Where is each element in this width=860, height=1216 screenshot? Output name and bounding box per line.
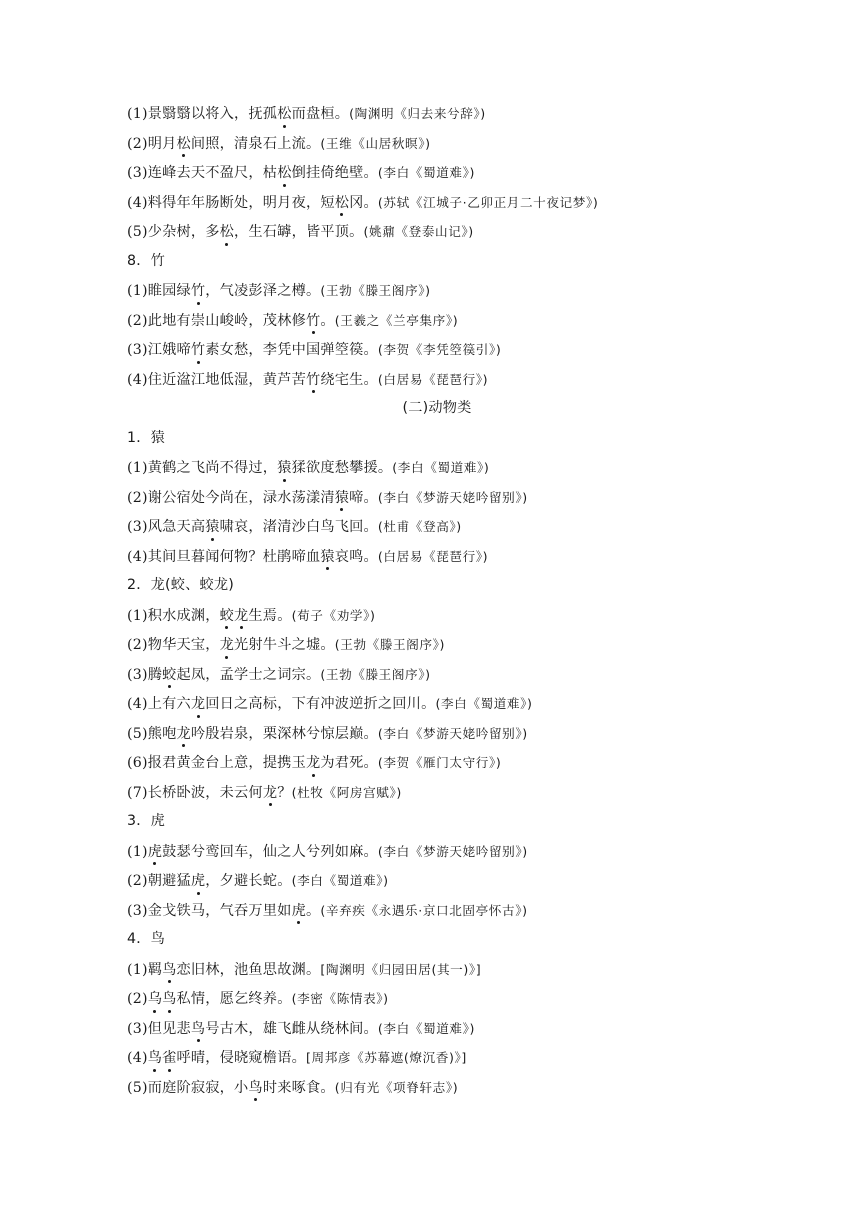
quote-line <box>127 365 767 395</box>
emphasized-keyword <box>320 549 334 565</box>
quote-text-after: 倒挂倚绝壁。 <box>291 165 378 181</box>
section-heading: 8．竹 <box>127 252 166 269</box>
poetry-list <box>127 99 767 1102</box>
emphasis-dot-char: 虎 <box>191 867 205 897</box>
quote-line <box>127 660 767 690</box>
quote-source: (李白《蜀道难》) <box>377 165 475 180</box>
emphasized-keyword <box>306 755 320 771</box>
quote-text-after: 吟殷岩泉，栗深林兮惊层巅。 <box>190 725 378 742</box>
quote-line <box>127 512 767 542</box>
quote-line <box>127 158 767 188</box>
quote-line <box>127 129 767 159</box>
emphasis-dot-char: 松 <box>176 130 190 160</box>
quote-text-before: (3)连峰去天不盈尺，枯 <box>127 165 278 181</box>
quote-text-after: 私情，愿乞终养。 <box>176 991 292 1007</box>
emphasis-dot-char: 龙 <box>176 720 190 750</box>
emphasized-keyword <box>148 1050 177 1066</box>
emphasis-dot-char: 龙 <box>263 779 277 809</box>
quote-line <box>127 188 767 218</box>
quote-text-after: 时来啄食。 <box>262 1079 335 1096</box>
emphasized-keyword <box>162 667 176 683</box>
quote-line <box>127 601 767 631</box>
quote-text-before: (4)料得年年肠断处，明月夜，短 <box>127 194 335 211</box>
emphasis-dot-char: 松 <box>335 189 349 219</box>
quote-source: (杜牧《阿房宫赋》) <box>291 784 402 800</box>
quote-line <box>127 335 767 365</box>
quote-text-before: (3)金戈铁马，气吞万里如 <box>127 902 292 919</box>
section-heading: 4．鸟 <box>127 931 166 947</box>
quote-source: (李白《蜀道难》) <box>291 873 389 888</box>
quote-line <box>127 1043 767 1073</box>
quote-source: (王勃《滕王阁序》) <box>334 637 446 652</box>
quote-text-after: 回日之高标，下有冲波逆折之回川。 <box>205 696 436 712</box>
quote-line <box>127 719 767 749</box>
quote-source: (王维《山居秋暝》) <box>320 135 431 151</box>
quote-source: (李密《陈情表》) <box>291 991 389 1006</box>
emphasized-keyword <box>220 224 234 240</box>
quote-text-after: 绕宅生。 <box>320 371 378 388</box>
quote-text-before: (2)此地有崇山峻岭，茂林修 <box>127 312 306 329</box>
emphasis-dot-char: 鸟 <box>148 1044 162 1074</box>
quote-source: (李白《蜀道难》) <box>377 1020 475 1036</box>
quote-text-after: 啼。 <box>349 489 378 506</box>
quote-text-after: 生焉。 <box>248 607 292 624</box>
quote-line <box>127 778 767 808</box>
quote-text-before: (3)腾 <box>127 666 163 683</box>
quote-text-before: (1)积水成渊， <box>127 607 220 624</box>
quote-source: (姚鼐《登泰山记》) <box>363 224 474 239</box>
quote-text-after: 啸哀，渚清沙白鸟飞回。 <box>219 519 378 535</box>
quote-line <box>127 837 767 867</box>
quote-text-before: (2)朝避猛 <box>127 873 191 889</box>
emphasis-dot-char: 虎 <box>148 838 162 868</box>
quote-source: (李贺《雁门太守行》) <box>377 755 502 770</box>
emphasis-dot-char: 猿 <box>205 513 219 543</box>
emphasis-dot-char: 松 <box>220 218 234 248</box>
quote-source: (李白《蜀道难》) <box>392 460 490 475</box>
category-title: (二)动物类 <box>402 400 472 416</box>
quote-source: (归有光《项脊轩志》) <box>334 1079 459 1095</box>
quote-text-before: (2)明月 <box>127 135 177 152</box>
emphasis-dot-char: 龙 <box>234 602 248 632</box>
quote-text-after: 素女愁，李凭中国弹箜篌。 <box>205 342 378 358</box>
emphasized-keyword <box>277 460 291 476</box>
emphasized-keyword <box>306 313 320 329</box>
emphasis-dot-char: 虎 <box>292 897 306 927</box>
quote-text-before: (4) <box>127 1050 148 1066</box>
quote-text-after: 号古木，雄飞雌从绕林间。 <box>205 1020 378 1037</box>
quote-line <box>127 896 767 926</box>
quote-line <box>127 483 767 513</box>
emphasis-dot-char: 竹 <box>306 366 320 396</box>
quote-text-before: (5)熊咆 <box>127 725 177 742</box>
quote-text-before: (6)报君黄金台上意，提携玉 <box>127 755 306 771</box>
emphasis-dot-char: 松 <box>277 100 291 130</box>
quote-line <box>127 306 767 336</box>
quote-text-after: 恋旧林，池鱼思故渊。 <box>176 961 321 978</box>
emphasized-keyword <box>292 903 306 919</box>
quote-line <box>127 866 767 896</box>
quote-text-after: 为君死。 <box>320 755 378 771</box>
emphasis-dot-char: 龙 <box>191 690 205 720</box>
quote-text-after: 呼晴，侵晓窥檐语。 <box>176 1050 306 1066</box>
emphasized-keyword <box>148 991 177 1007</box>
quote-text-after: 光射牛斗之墟。 <box>234 637 335 653</box>
quote-line <box>127 984 767 1014</box>
emphasized-keyword <box>176 136 190 152</box>
emphasis-dot-char: 松 <box>277 159 291 189</box>
quote-source: (李白《蜀道难》) <box>435 696 533 711</box>
emphasized-keyword <box>263 785 277 801</box>
quote-text-before: (2)谢公宿处今尚在，渌水荡漾清 <box>127 489 335 506</box>
emphasis-dot-char: 竹 <box>191 277 205 307</box>
quote-text-before: (1)黄鹤之飞尚不得过， <box>127 460 278 476</box>
quote-text-after: ？ <box>277 784 292 801</box>
quote-source: [陶渊明《归园田居(其一)》] <box>320 961 482 977</box>
quote-text-before: (2)物华天宝， <box>127 637 220 653</box>
quote-text-before: (3)但见悲 <box>127 1020 191 1037</box>
emphasis-dot-char: 鸟 <box>162 956 176 986</box>
quote-text-after: 间照，清泉石上流。 <box>190 135 321 152</box>
emphasized-keyword <box>220 637 234 653</box>
quote-line <box>127 1073 767 1103</box>
quote-text-before: (5)而庭阶寂寂，小 <box>127 1079 249 1096</box>
quote-line <box>127 1014 767 1044</box>
quote-text-after: 而盘桓。 <box>291 106 350 122</box>
quote-text-after: ，生石罅，皆平顶。 <box>234 224 364 240</box>
quote-text-after: 。 <box>305 902 321 919</box>
emphasized-keyword <box>335 490 349 506</box>
emphasized-keyword <box>162 962 176 978</box>
emphasis-dot-char: 雀 <box>162 1044 176 1074</box>
emphasized-keyword <box>191 873 205 889</box>
quote-text-before: (3)江娥啼 <box>127 342 191 358</box>
emphasis-dot-char: 猿 <box>335 484 349 514</box>
emphasized-keyword <box>148 844 162 860</box>
quote-source: (李白《梦游天姥吟留别》) <box>377 489 528 505</box>
quote-line <box>127 630 767 660</box>
emphasis-dot-char: 竹 <box>191 336 205 366</box>
emphasized-keyword <box>220 608 249 624</box>
quote-source: (李白《梦游天姥吟留别》) <box>377 843 528 859</box>
quote-text-before: (1)景翳翳以将入，抚孤 <box>127 106 278 122</box>
quote-text-before: (4)其间旦暮闻何物？杜鹃啼血 <box>127 548 321 565</box>
quote-text-after: 哀鸣。 <box>334 548 378 565</box>
quote-line <box>127 99 767 129</box>
quote-text-after: 起凤，孟学士之词宗。 <box>176 666 321 683</box>
quote-text-before: (1) <box>127 843 148 860</box>
emphasis-dot-char: 蛟 <box>220 602 234 632</box>
emphasized-keyword <box>335 195 349 211</box>
emphasized-keyword <box>191 342 205 358</box>
quote-text-before: (1)羁 <box>127 961 163 978</box>
emphasis-dot-char: 猿 <box>277 454 291 484</box>
quote-source: [周邦彦《苏幕遮(燎沉香)》] <box>305 1050 467 1065</box>
quote-text-before: (3)风急天高 <box>127 519 206 535</box>
quote-text-before: (7)长桥卧波，未云何 <box>127 784 263 801</box>
quote-source: (王勃《滕王阁序》) <box>320 666 431 682</box>
emphasis-dot-char: 竹 <box>306 307 320 337</box>
quote-text-after: 猱欲度愁攀援。 <box>291 460 393 476</box>
quote-source: (王勃《滕王阁序》) <box>320 283 431 298</box>
quote-source: (白居易《琵琶行》) <box>377 371 489 387</box>
quote-source: (荀子《劝学》) <box>291 607 376 623</box>
section-heading: 1．猿 <box>127 429 166 446</box>
emphasized-keyword <box>277 106 291 122</box>
emphasized-keyword <box>191 1021 205 1037</box>
quote-source: (李贺《李凭箜篌引》) <box>377 342 502 357</box>
quote-source: (苏轼《江城子·乙卯正月二十夜记梦》) <box>377 194 599 210</box>
quote-text-after: 鼓瑟兮鸾回车，仙之人兮列如麻。 <box>162 843 378 860</box>
emphasis-dot-char: 龙 <box>306 749 320 779</box>
emphasis-dot-char: 猿 <box>320 543 334 573</box>
quote-line <box>127 453 767 483</box>
quote-text-after: 。 <box>320 312 335 329</box>
quote-text-after: ，气凌彭泽之樽。 <box>205 283 321 299</box>
quote-text-before: (2) <box>127 991 148 1007</box>
emphasis-dot-char: 龙 <box>220 631 234 661</box>
quote-text-before: (4)上有六 <box>127 696 191 712</box>
emphasized-keyword <box>191 696 205 712</box>
quote-line <box>127 217 767 247</box>
section-heading: 3．虎 <box>127 813 166 829</box>
emphasized-keyword <box>205 519 219 535</box>
emphasis-dot-char: 鸟 <box>248 1074 262 1104</box>
quote-text-after: ，夕避长蛇。 <box>205 873 292 889</box>
emphasized-keyword <box>191 283 205 299</box>
quote-line <box>127 542 767 572</box>
quote-text-before: (4)住近湓江地低湿，黄芦苦 <box>127 371 306 388</box>
quote-source: (陶渊明《归去来兮辞》) <box>349 106 486 121</box>
emphasis-dot-char: 乌 <box>148 985 162 1015</box>
quote-text-before: (1)睢园绿 <box>127 283 191 299</box>
quote-line <box>127 748 767 778</box>
emphasized-keyword <box>277 165 291 181</box>
quote-line <box>127 689 767 719</box>
quote-source: (辛弃疾《永遇乐·京口北固亭怀古》) <box>320 902 528 918</box>
quote-line <box>127 276 767 306</box>
emphasis-dot-char: 鸟 <box>162 985 176 1015</box>
quote-source: (王羲之《兰亭集序》) <box>334 312 459 328</box>
quote-source: (杜甫《登高》) <box>377 519 462 534</box>
quote-line <box>127 955 767 985</box>
emphasized-keyword <box>306 372 320 388</box>
emphasis-dot-char: 蛟 <box>162 661 176 691</box>
quote-text-before: (5)少杂树，多 <box>127 224 220 240</box>
emphasis-dot-char: 鸟 <box>191 1015 205 1045</box>
quote-source: (李白《梦游天姥吟留别》) <box>377 725 528 741</box>
quote-text-after: 冈。 <box>349 194 378 211</box>
quote-source: (白居易《琵琶行》) <box>377 548 489 564</box>
emphasized-keyword <box>248 1080 262 1096</box>
section-heading: 2．龙(蛟、蛟龙) <box>127 577 235 593</box>
emphasized-keyword <box>176 726 190 742</box>
